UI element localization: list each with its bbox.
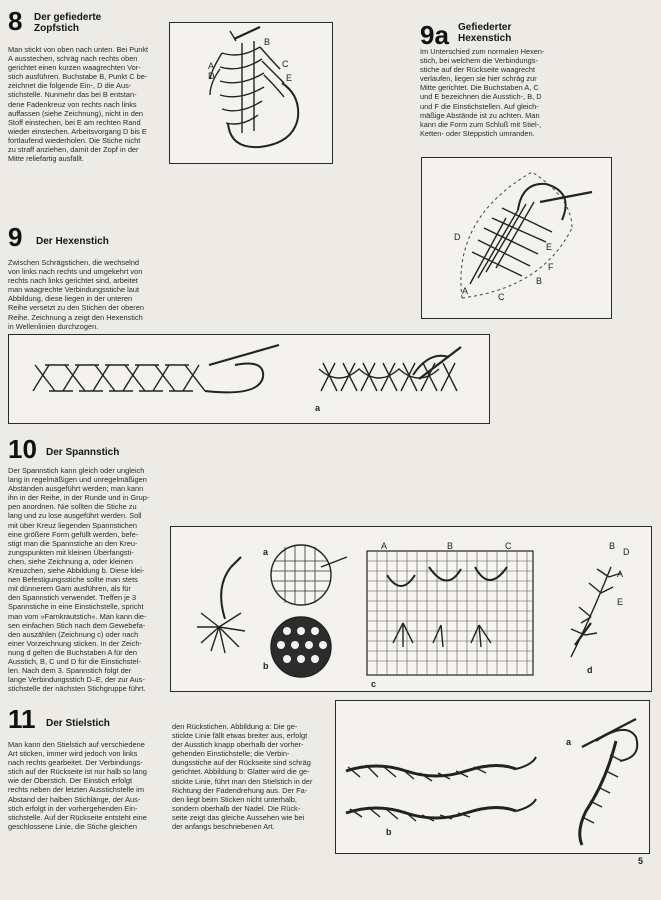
fig10-label-d-e: E: [617, 597, 624, 607]
fig10-label-d-d: D: [623, 547, 630, 557]
fig10-label-d-a: A: [617, 569, 624, 579]
section-10-title: Der Spannstich: [46, 447, 120, 458]
section-11-number: 11: [8, 704, 36, 734]
fig9a-label-c: C: [498, 292, 505, 302]
figure-10-spannstich: [170, 526, 652, 692]
section-11-title: Der Stielstich: [46, 718, 110, 729]
fig9a-label-b: B: [536, 276, 543, 286]
fig9a-label-f: F: [548, 262, 554, 272]
fig10-label-b: b: [263, 661, 269, 671]
fig10-circle-b: [271, 617, 331, 677]
fig9a-label-a: A: [462, 286, 469, 296]
section-8-title: Der gefiederte Zopfstich: [34, 12, 102, 34]
fig10-label-upper-c: C: [505, 541, 512, 551]
figure-9-hexenstich: [8, 334, 490, 424]
fig10-label-c: c: [371, 679, 377, 689]
section-11-text-left: Man kann den Stielstich auf verschiedene Art sticken, immer wird jedoch von links nach rechts gearbeitet. Der Verbindungs- stich auf der Rückseite ist nur halb so lang wie der Oberstich. Der Einstich erfolgt rechts neben der letzten Ausstichstelle im Abstand der halben Stichlänge, der Aus- stich erfolgt in der vorhergehenden Ein- stichstelle. Auf der Rückseite entsteht eine geschlossene Linie, die Stiche gleichen: [8, 740, 147, 831]
section-9a-text: Im Unterschied zum normalen Hexen- stich, bei welchem die Verbindungs- stiche auf der Rückseite waagrecht verlaufen, liegen sie hier schräg zur Mitte gerichtet. Die Buchstaben A, C und E bezeichnen die Ausstich-, B, D und F die Einstichstellen. Auf gleich- mäßige Abstände ist zu achten. Man kann die Form zum Schluß mit Stiel-, Ketten- oder Steppstich umranden.: [420, 47, 545, 138]
fig8-label-e: E: [286, 73, 293, 83]
figure-11-stielstich: [335, 700, 650, 854]
figure-8-zopfstich: [169, 22, 333, 164]
section-9-text: Zwischen Schrägstichen, die wechselnd von links nach rechts und umgekehrt von rechts nach links gerichtet sind, arbeitet man waagrechte Verbindungsstiche laut Abbildung, diese liegen in der unteren Reihe versetzt zu den Stichen der oberen Reihe. Zeichnung a zeigt den Hexenstich in Wellenlinien durchzogen.: [8, 258, 144, 331]
fig9a-label-e: E: [546, 242, 553, 252]
fig9-label-a: a: [315, 403, 321, 413]
fig10-label-upper-b: B: [447, 541, 454, 551]
fig10-circle-a: [271, 545, 347, 605]
section-9a-number: 9a: [420, 20, 449, 50]
fig11-label-b: b: [386, 827, 392, 837]
fig8-label-a: A: [208, 61, 215, 71]
section-10-number: 10: [8, 434, 37, 464]
section-9-number: 9: [8, 222, 23, 252]
fig10-fabric-grid: [367, 551, 533, 675]
page-number: 5: [638, 856, 644, 866]
section-8-number: 8: [8, 6, 23, 36]
fig8-label-b: B: [264, 37, 271, 47]
fig11-label-a: a: [566, 737, 572, 747]
fig8-label-c: C: [282, 59, 289, 69]
fig9a-label-d: D: [454, 232, 461, 242]
section-8-text: Man stickt von oben nach unten. Bei Punkt A ausstechen, schräg nach rechts oben gerichtet einen kurzen waagrechten Vor- stich ausführen. Buchstabe B, Punkt C be- zeichnet die folgende Ein-, D die Aus- stichstelle. Nunmehr das bei B entstan- dene Fadenkreuz von rechts nach links auffassen (siehe Zeichnung), nicht in den Stoff einstechen, bei E am rechten Rand wieder einstechen. Arbeitsvorgang D bis E fortlaufend wiederholen. Die Stiche nicht zu straff anziehen, damit der Zopf in der Mitte reliefartig ausfällt.: [8, 45, 149, 164]
fig10-label-d: d: [587, 665, 593, 675]
figure-9a-hexenstich: [421, 157, 612, 319]
fig10-label-a: a: [263, 547, 269, 557]
fig10-label-upper-a: A: [381, 541, 388, 551]
section-11-text-right: den Rückstichen. Abbildung a: Die ge- stickte Linie fällt etwas breiter aus, erfolgt der Ausstich knapp oberhalb der vorher- gehenden Einstichstelle; die Verbin- dungsstiche auf der Rückseite sind schräg gerichtet. Abbildung b: Glatter wird die ge- stickte Linie, führt man den Stielstich in der Richtung der Fadendrehung aus. Der Fa- den liegt beim Sticken nicht unterhalb, sondern oberhalb der Nadel. Die Rück- seite zeigt das gleiche Aussehen wie bei der anfangs beschriebenen Art.: [172, 722, 313, 832]
section-9-title: Der Hexenstich: [36, 236, 109, 247]
fig8-label-d: D: [208, 71, 215, 81]
section-10-text: Der Spannstich kann gleich oder ungleich lang in regelmäßigen und unregelmäßigen Abständen ausgeführt werden; man kann ihn in der Reihe, in der Runde und in Grup- pen anordnen. Nie sollten die Stiche zu lang und zu lose ausgeführt werden. Soll mit über Kreuz liegenden Spannstichen eine größere Form gefüllt werden, befe- stigt man die Spannstiche an den Kreu- zungspunkten mit kleinen Überfangsti- chen, siehe Zeichnung a, oder kleinen Kreuzchen, siehe Abbildung b. Diese klei- nen Befestigungsstiche sollte man stets mit dünnerem Garn ausführen, als für den Spannstich verwendet. Treffen je 3 Spannstiche in eine Einstichstelle, spricht man vom »Farnkrautstich«. Man kann die- sen einfachen Stich nach dem Gewebefa- den auszählen (Zeichnung c) oder nach einer Vorzeichnung sticken. In der Zeich- nung d gelten die Buchstaben A für den Ausstich, B, C und D für die Einstichstel- len. Nach dem 3. Spannstich folgt der lange Verbindungsstich D–E, der zur Aus- stichstelle der nächsten Stichgruppe führt.: [8, 466, 150, 694]
fig10-label-d-b: B: [609, 541, 616, 551]
section-9a-title: Gefiederter Hexenstich: [458, 22, 512, 44]
